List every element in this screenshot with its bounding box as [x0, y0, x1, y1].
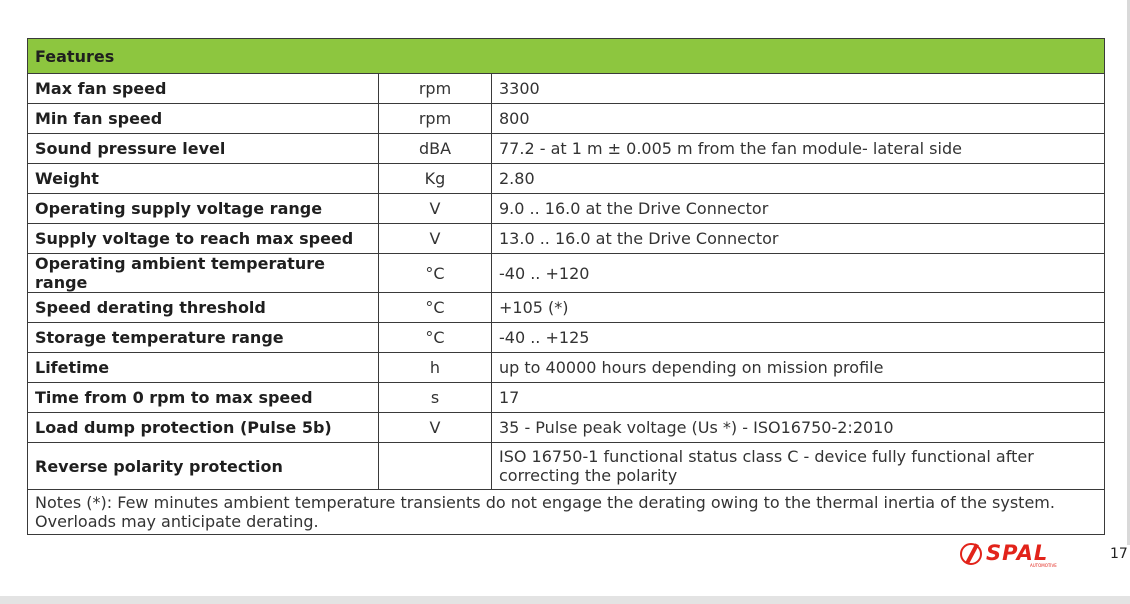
spec-unit: V [379, 413, 492, 443]
spec-name: Speed derating threshold [28, 293, 379, 323]
spec-value: 2.80 [492, 164, 1105, 194]
spal-subtext: AUTOMOTIVE [1030, 563, 1057, 568]
spec-value: -40 .. +120 [492, 254, 1105, 293]
spec-unit: °C [379, 254, 492, 293]
spec-unit: dBA [379, 134, 492, 164]
spec-name: Weight [28, 164, 379, 194]
spal-logo [960, 543, 1060, 567]
spal-emblem-icon [960, 543, 982, 565]
spec-unit: °C [379, 323, 492, 353]
spec-unit: V [379, 194, 492, 224]
features-title: Features [28, 39, 1105, 74]
spec-unit: h [379, 353, 492, 383]
spec-name: Max fan speed [28, 74, 379, 104]
spec-value: 9.0 .. 16.0 at the Drive Connector [492, 194, 1105, 224]
table-row [28, 74, 1105, 104]
table-row [28, 323, 1105, 353]
notes-row [28, 490, 1105, 535]
table-row [28, 224, 1105, 254]
spec-value: +105 (*) [492, 293, 1105, 323]
spec-name: Lifetime [28, 353, 379, 383]
notes-text: Notes (*): Few minutes ambient temperature transients do not engage the derating owing to the thermal inertia of the system. Overloads may anticipate derating. [28, 490, 1105, 535]
spec-unit: Kg [379, 164, 492, 194]
spec-name: Operating ambient temperature range [28, 254, 379, 293]
spec-value: 35 - Pulse peak voltage (Us *) - ISO16750-2:2010 [492, 413, 1105, 443]
features-table [27, 38, 1105, 535]
table-row [28, 383, 1105, 413]
table-row [28, 134, 1105, 164]
bottom-band [0, 596, 1130, 604]
table-row [28, 413, 1105, 443]
spec-value: 800 [492, 104, 1105, 134]
spec-unit: °C [379, 293, 492, 323]
spec-value: 3300 [492, 74, 1105, 104]
spec-unit [379, 443, 492, 490]
spec-value: -40 .. +125 [492, 323, 1105, 353]
spec-unit: s [379, 383, 492, 413]
table-row [28, 194, 1105, 224]
spec-name: Operating supply voltage range [28, 194, 379, 224]
table-row [28, 254, 1105, 293]
spec-name: Supply voltage to reach max speed [28, 224, 379, 254]
spec-name: Time from 0 rpm to max speed [28, 383, 379, 413]
table-row [28, 104, 1105, 134]
table-row [28, 443, 1105, 490]
spec-value: 77.2 - at 1 m ± 0.005 m from the fan module- lateral side [492, 134, 1105, 164]
spec-name: Storage temperature range [28, 323, 379, 353]
spec-unit: rpm [379, 104, 492, 134]
spec-value: 17 [492, 383, 1105, 413]
spec-name: Sound pressure level [28, 134, 379, 164]
spec-unit: rpm [379, 74, 492, 104]
spec-name: Min fan speed [28, 104, 379, 134]
table-row [28, 353, 1105, 383]
spec-value: up to 40000 hours depending on mission profile [492, 353, 1105, 383]
spec-value: 13.0 .. 16.0 at the Drive Connector [492, 224, 1105, 254]
table-row [28, 164, 1105, 194]
spal-wordmark: SPAL [986, 541, 1049, 565]
spec-name: Load dump protection (Pulse 5b) [28, 413, 379, 443]
table-row [28, 293, 1105, 323]
spec-name: Reverse polarity protection [28, 443, 379, 490]
spec-unit: V [379, 224, 492, 254]
spec-value: ISO 16750-1 functional status class C - device fully functional after correcting the polarity [492, 443, 1105, 490]
page-number: 17 [1110, 546, 1128, 562]
